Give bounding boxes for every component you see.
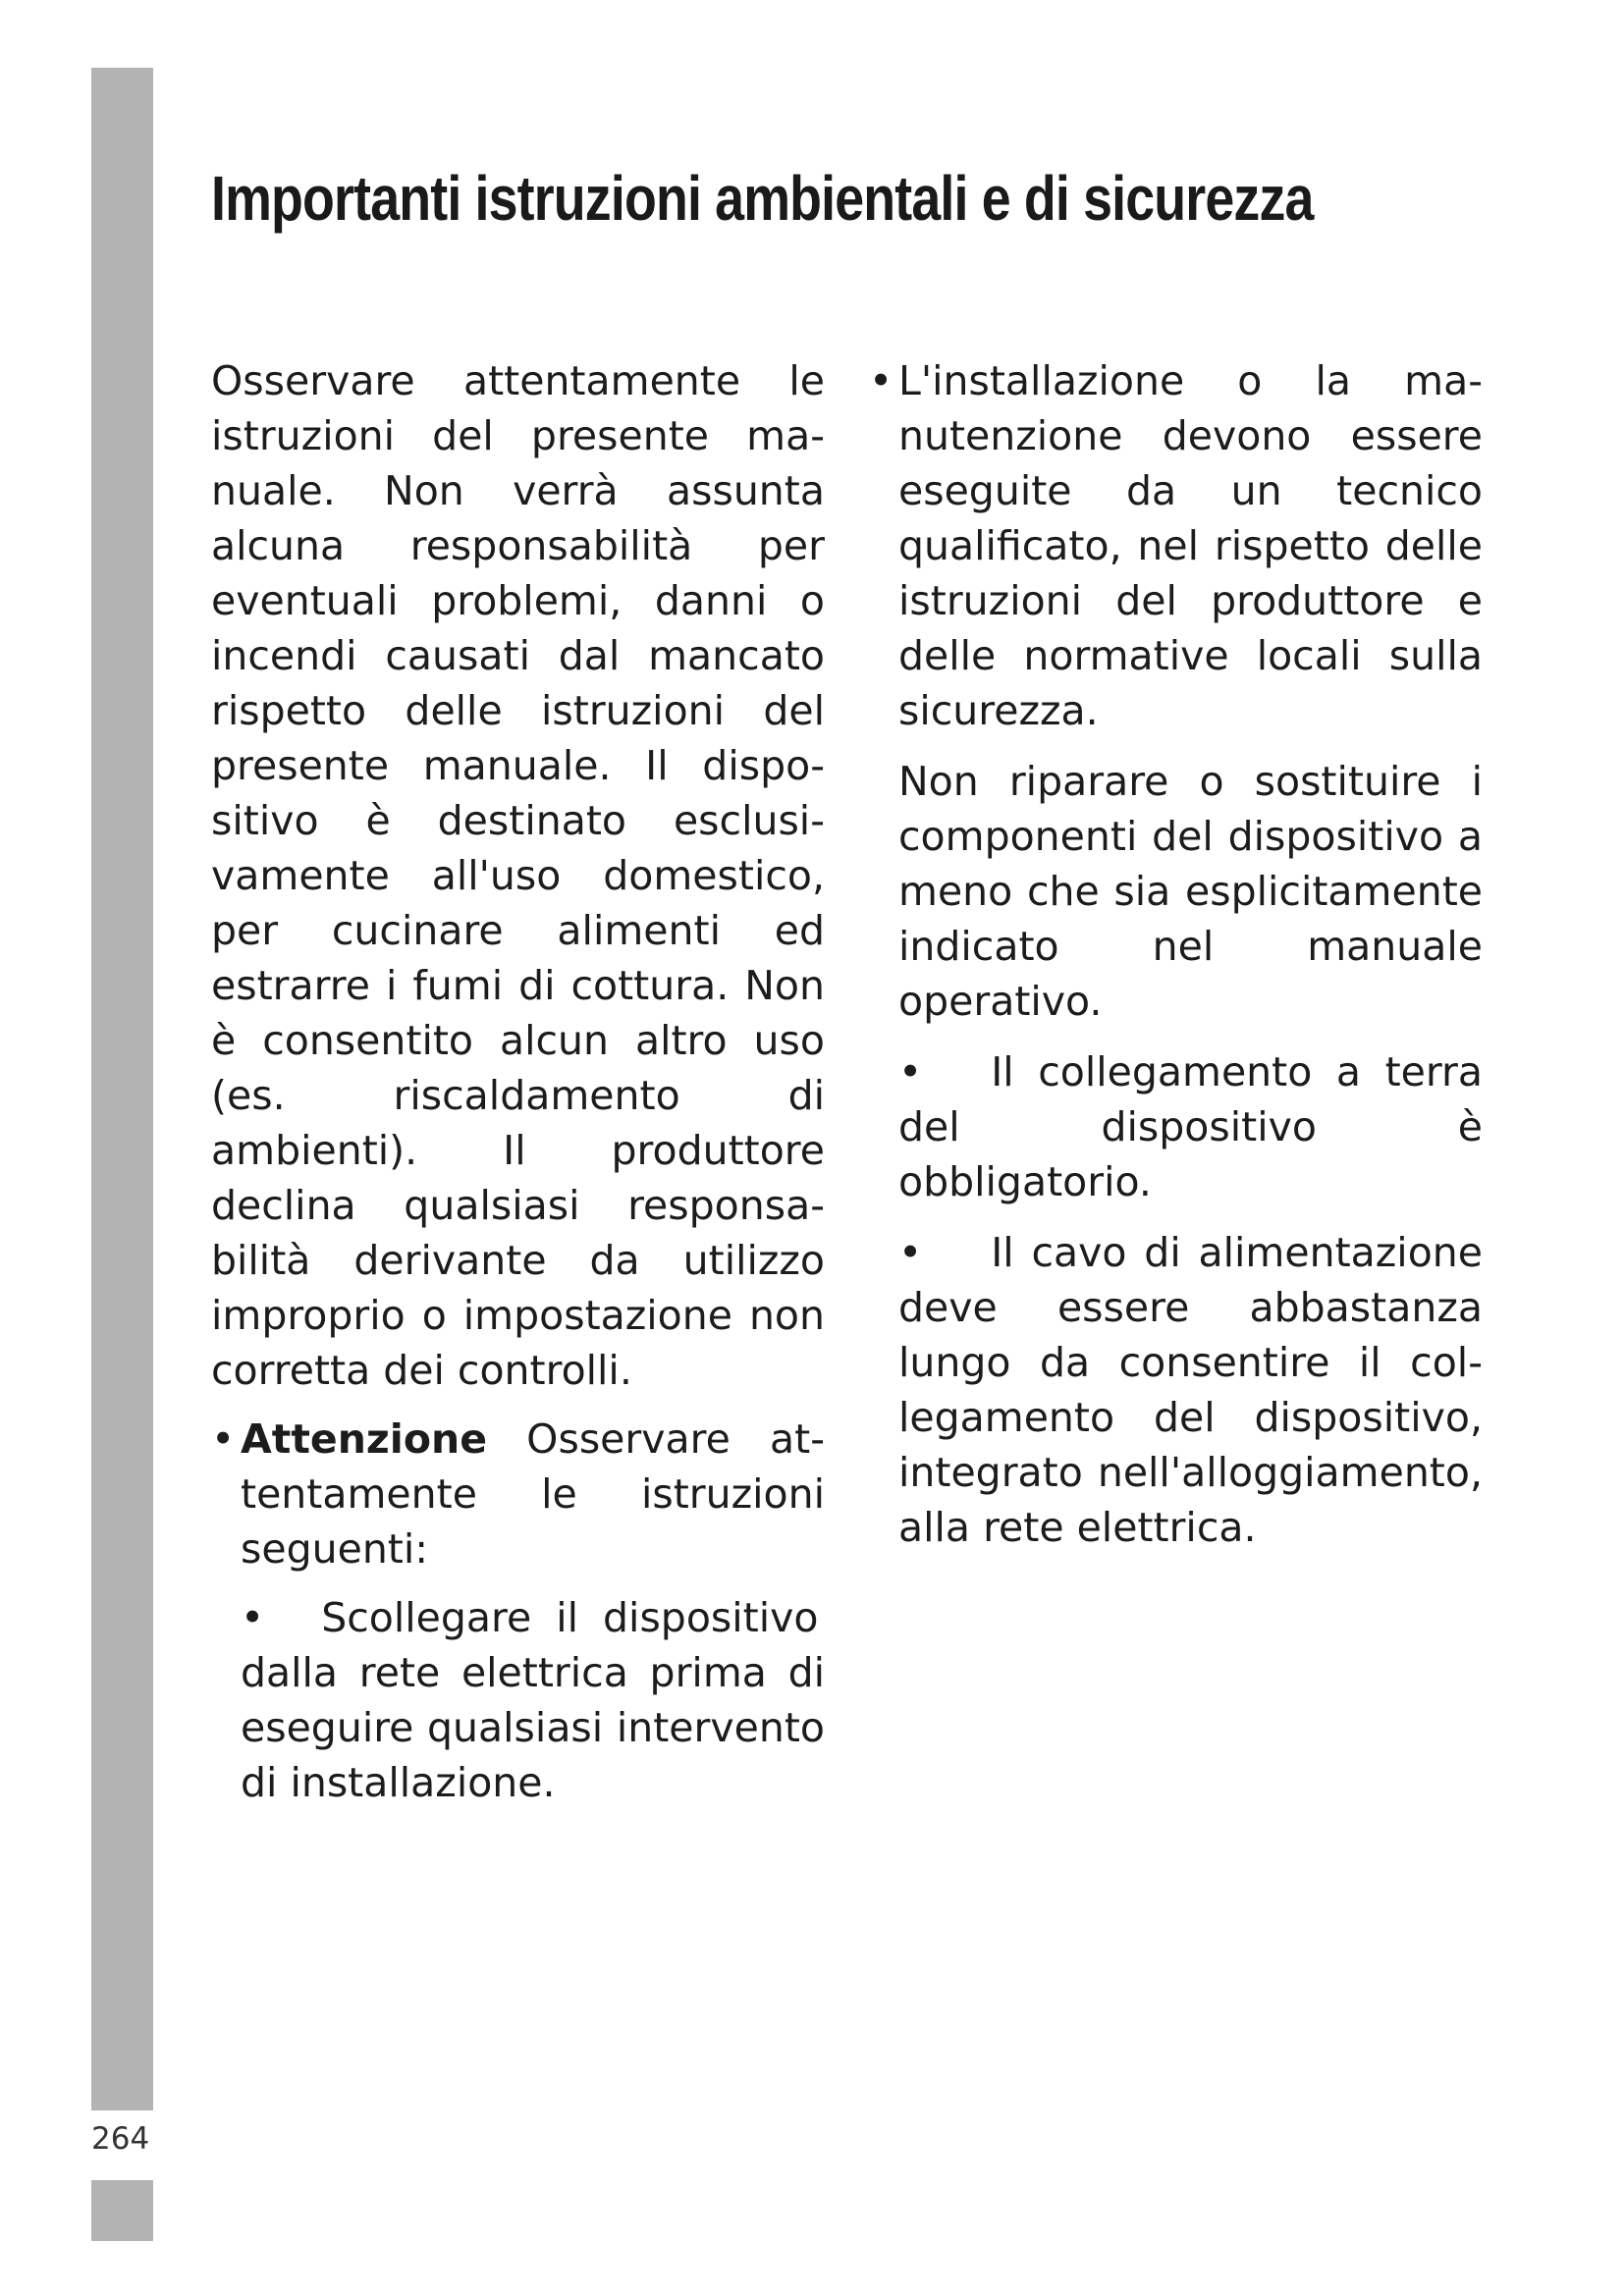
- power-cable-bullet-item: [898, 1225, 1483, 1555]
- bullet-icon: •: [211, 1415, 236, 1463]
- bullet-icon: •: [898, 1048, 923, 1095]
- grounding-bullet-item: [898, 1044, 1483, 1209]
- sub-bullet-rest-text: dalla rete elettrica prima di eseguire qualsiasi intervento di installazione.: [241, 1649, 825, 1806]
- sub-bullet-first-text: Scollegare il dispositivo: [321, 1594, 819, 1641]
- page-title: Importanti istruzioni ambientali e di sicurezza: [211, 163, 1314, 234]
- page-number: 264: [91, 2121, 150, 2157]
- page-number-bar: [91, 2180, 153, 2241]
- attention-text: Osservare attentamente le istruzioni seguenti:: [241, 1415, 825, 1573]
- sub-bullet-first-line: [241, 1590, 825, 1645]
- power-cable-text: Il cavo di alimentazione deve essere abbastanza lungo da consentire il collegamento del dispositivo, integrato nell'alloggiamento, alla rete elettrica.: [898, 1229, 1483, 1551]
- sub-bullet-item: [211, 1590, 825, 1810]
- left-column: [211, 353, 825, 1810]
- sidebar-gray-bar: [91, 68, 153, 2110]
- intro-paragraph: Osservare attentamente le istruzioni del presente manuale. Non verrà assunta alcuna responsabilità per eventuali problemi, danni o incendi causati dal mancato rispetto delle istruzioni del presente manuale. Il dispositivo è destinato esclusivamente all'uso domestico, per cucinare alimenti ed estrarre i fumi di cottura. Non è consentito alcun altro uso (es. riscaldamento di ambienti). Il produttore declina qualsiasi responsabilità derivante da utilizzo improprio o impostazione non corretta dei controlli.: [211, 357, 825, 1394]
- bullet-icon: •: [241, 1594, 265, 1641]
- right-column: [869, 353, 1483, 1555]
- bullet-icon: •: [898, 1229, 923, 1276]
- installation-text: L'installazione o la manutenzione devono essere eseguite da un tecnico qualificato, nel rispetto delle istruzioni del produttore e delle normative locali sulla sicurezza.: [898, 357, 1483, 734]
- installation-bullet-item: [869, 353, 1483, 738]
- grounding-text: Il collegamento a terra del dispositivo è obbligatorio.: [898, 1048, 1483, 1205]
- attention-bullet-item: [211, 1412, 825, 1576]
- attention-label: Attenzione: [241, 1415, 488, 1463]
- bullet-icon: •: [869, 357, 893, 404]
- repair-paragraph: Non riparare o sostituire i componenti del dispositivo a meno che sia esplicitamente indicato nel manuale operativo.: [898, 758, 1483, 1025]
